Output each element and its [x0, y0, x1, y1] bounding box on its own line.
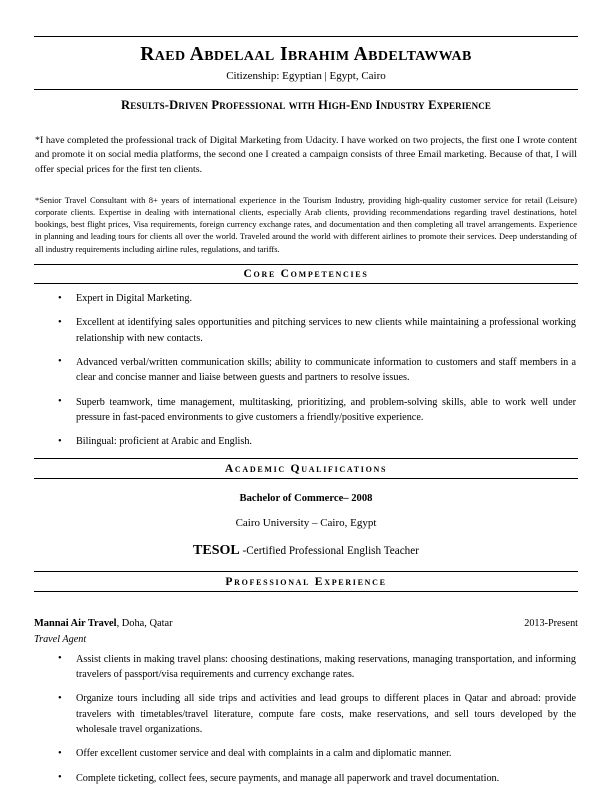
summary-paragraph-digital-marketing: *I have completed the professional track of Digital Marketing from Udacity. I have worked on two projects, the first one I wrote content and promote it on social media platforms, the second one I created a campaign consists of three Email marketing. Because of that, I will offer special prices for the first ten clients. — [35, 134, 577, 175]
citizenship-line: Citizenship: Egyptian | Egypt, Cairo — [226, 70, 386, 83]
job-dates: 2013-Present — [524, 617, 578, 629]
list-item: • Superb teamwork, time management, multitasking, prioritizing, and problem-solving skills, able to work well under pressure in fast-paced environments to give customers a friendly/positive experience. — [34, 395, 578, 426]
certification-acronym: TESOL — [193, 542, 240, 558]
job-employer-line — [34, 618, 173, 629]
list-item: • Bilingual: proficient at Arabic and English. — [34, 434, 578, 449]
professional-tagline: Results-Driven Professional with High-End Industry Experience — [120, 97, 492, 112]
list-item: • Organize tours including all side trips and activities and lead groups to different places in Qatar and abroad: provide travelers with timetables/travel literature, compute fare costs, make reservations, and sell tours developed by the wholesale travel organizations. — [34, 691, 578, 737]
company-location: , Doha, Qatar — [116, 617, 173, 629]
list-item: • Excellent at identifying sales opportunities and pitching services to new clients while maintaining a professional working relationship with new contacts. — [34, 315, 578, 346]
job-duties-list — [34, 652, 578, 786]
list-item: • Complete ticketing, collect fees, secure payments, and manage all paperwork and travel documentation. — [34, 771, 578, 786]
core-competencies-list — [34, 291, 578, 449]
section-heading-professional-experience: Professional Experience — [34, 571, 578, 591]
academic-qualifications-block — [34, 493, 578, 560]
list-item: • Offer excellent customer service and deal with complaints in a calm and diplomatic manner. — [34, 746, 578, 761]
list-item: • Assist clients in making travel plans: choosing destinations, making reservations, managing transportation, and informing travelers of passport/visa requirements and currency exchange rates. — [34, 652, 578, 683]
candidate-name: Raed Abdelaal Ibrahim Abdeltawwab — [140, 44, 472, 65]
company-name: Mannai Air Travel — [34, 617, 117, 629]
list-item: • Advanced verbal/written communication skills; ability to communicate information to customers and staff members in a clear and concise manner and liaise between guests and partners to resolve issues. — [34, 355, 578, 386]
certification-description: -Certified Professional English Teacher — [239, 544, 419, 557]
section-heading-core-competencies: Core Competencies — [34, 264, 578, 284]
certification-line — [34, 543, 578, 560]
job-position-title: Travel Agent — [34, 633, 87, 645]
section-heading-academic-qualifications: Academic Qualifications — [34, 458, 578, 478]
summary-paragraph-travel-consultant: *Senior Travel Consultant with 8+ years of international experience in the Tourism Industry, providing high-quality customer service for retail (Leisure) corporate clients. Expertise in dealing with international clients, especially Arab clients, providing recommendations regarding travel destinations, hotel bookings, best flight prices, Visa requirements, foreign currency exchange rates, and documentation and then completing all travel arrangements. Experience in planning and leading tours for clients all over the world. Traveled around the world with different airlines to promote their services. Deep understanding of all industry requirements including airline rules, regulations, and tariffs. — [35, 194, 577, 254]
job-entry — [34, 618, 578, 786]
degree-title: Bachelor of Commerce– 2008 — [239, 492, 373, 504]
job-header — [34, 618, 578, 629]
list-item: • Expert in Digital Marketing. — [34, 291, 578, 306]
school-name: Cairo University – Cairo, Egypt — [235, 516, 377, 529]
